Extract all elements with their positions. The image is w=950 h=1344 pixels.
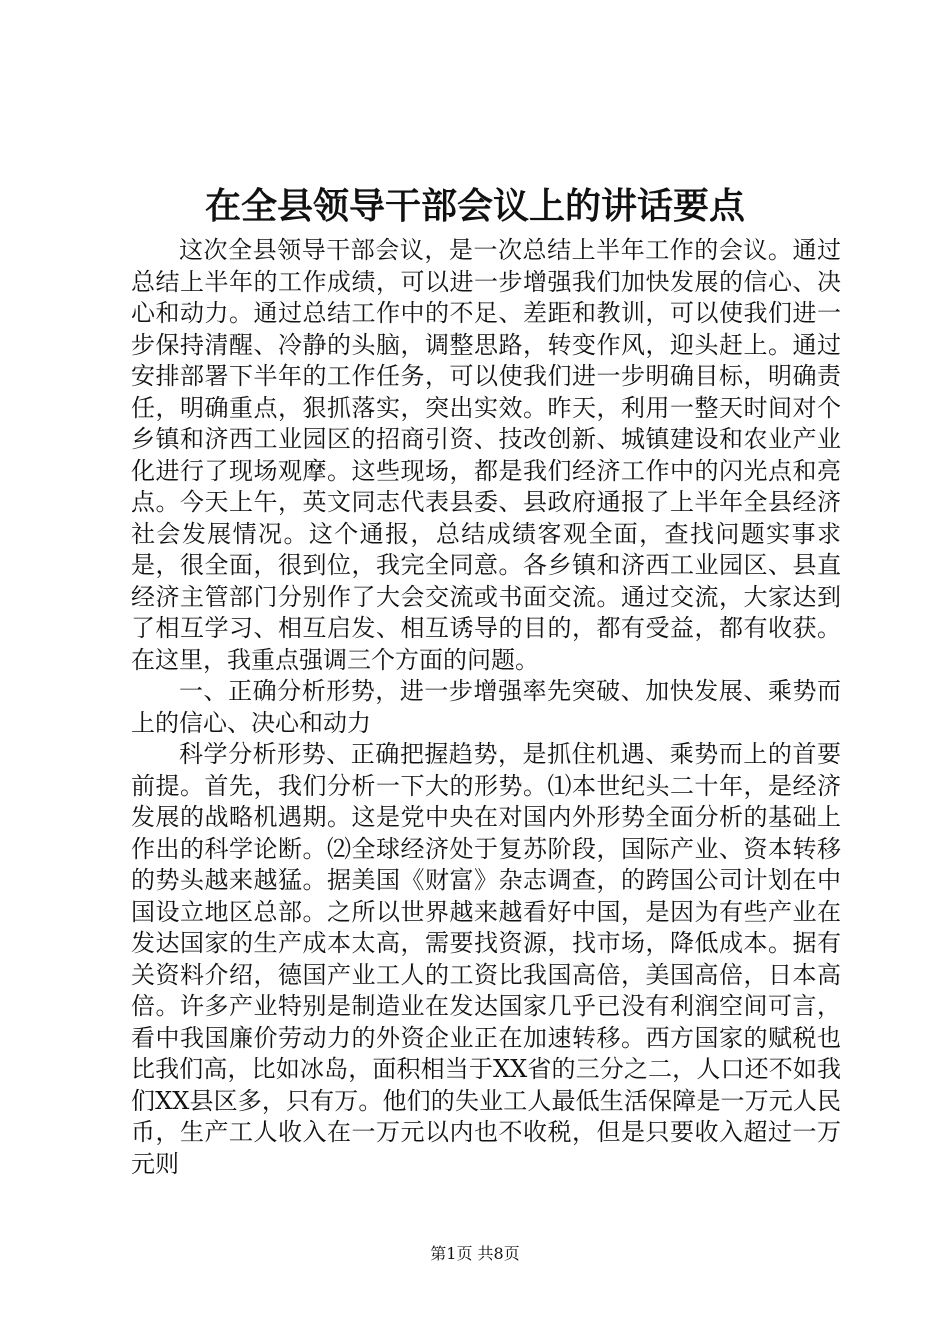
document-body — [131, 235, 841, 1180]
paragraph-intro: 这次全县领导干部会议，是一次总结上半年工作的会议。通过总结上半年的工作成绩，可以进一步增强我们加快发展的信心、决心和动力。通过总结工作中的不足、差距和教训，可以使我们进一步保持清醒、冷静的头脑，调整思路，转变作风，迎头赶上。通过安排部署下半年的工作任务，可以使我们进一步明确目标，明确责任，明确重点，狠抓落实，突出实效。昨天，利用一整天时间对个乡镇和济西工业园区的招商引资、技改创新、城镇建设和农业产业化进行了现场观摩。这些现场，都是我们经济工作中的闪光点和亮点。今天上午，英文同志代表县委、县政府通报了上半年全县经济社会发展情况。这个通报，总结成绩客观全面，查找问题实事求是，很全面，很到位，我完全同意。各乡镇和济西工业园区、县直经济主管部门分别作了大会交流或书面交流。通过交流，大家达到了相互学习、相互启发、相互诱导的目的，都有受益，都有收获。在这里，我重点强调三个方面的问题。 — [131, 236, 841, 674]
document-title: 在全县领导干部会议上的讲话要点 — [204, 185, 745, 227]
section-heading-1: 一、正确分析形势，进一步增强率先突破、加快发展、乘势而上的信心、决心和动力 — [131, 677, 841, 737]
page-number: 第1页 共8页 — [430, 1244, 520, 1263]
paragraph-analysis: 科学分析形势、正确把握趋势，是抓住机遇、乘势而上的首要前提。首先，我们分析一下大的形势。⑴本世纪头二十年，是经济发展的战略机遇期。这是党中央在对国内外形势全面分析的基础上作出的科学论断。⑵全球经济处于复苏阶段，国际产业、资本转移的势头越来越猛。据美国《财富》杂志调查，的跨国公司计划在中国设立地区总部。之所以世界越来越看好中国，是因为有些产业在发达国家的生产成本太高，需要找资源，找市场，降低成本。据有关资料介绍，德国产业工人的工资比我国高倍，美国高倍，日本高倍。许多产业特别是制造业在发达国家几乎已没有利润空间可言，看中我国廉价劳动力的外资企业正在加速转移。西方国家的赋税也比我们高，比如冰岛，面积相当于XX省的三分之二，人口还不如我们XX县区多，只有万。他们的失业工人最低生活保障是一万元人民币，生产工人收入在一万元以内也不收税，但是只要收入超过一万元则 — [131, 740, 841, 1178]
